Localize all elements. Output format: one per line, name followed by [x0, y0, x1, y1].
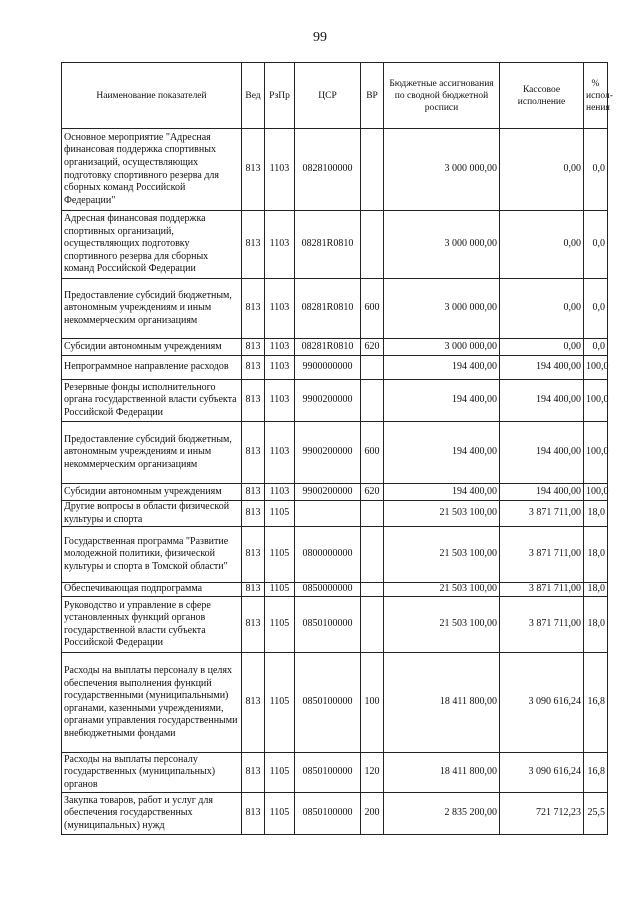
row-vr: 200 — [361, 793, 384, 835]
row-vr — [361, 501, 384, 527]
row-cash: 0,00 — [500, 279, 584, 339]
table-row — [62, 793, 608, 835]
row-vr: 120 — [361, 753, 384, 793]
header-ved: Вед — [242, 63, 265, 129]
table-row — [62, 380, 608, 422]
row-pct: 16,8 — [584, 753, 608, 793]
row-rzpr: 1105 — [265, 583, 295, 597]
row-name: Резервные фонды исполнительного органа государственной власти субъекта Российской Федерации — [62, 380, 242, 422]
row-name: Предоставление субсидий бюджетным, автономным учреждениям и иным некоммерческим организациям — [62, 279, 242, 339]
row-ved: 813 — [242, 422, 265, 484]
header-rzpr: РзПр — [265, 63, 295, 129]
row-csr: 0800000000 — [295, 527, 361, 583]
row-cash: 721 712,23 — [500, 793, 584, 835]
table-row — [62, 484, 608, 501]
row-cash: 3 090 616,24 — [500, 753, 584, 793]
row-ved: 813 — [242, 753, 265, 793]
row-rzpr: 1105 — [265, 793, 295, 835]
row-budget: 194 400,00 — [384, 484, 500, 501]
table-row — [62, 422, 608, 484]
row-vr — [361, 527, 384, 583]
row-cash: 194 400,00 — [500, 356, 584, 380]
budget-report-table — [61, 62, 613, 835]
row-vr: 600 — [361, 279, 384, 339]
row-name: Субсидии автономным учреждениям — [62, 484, 242, 501]
row-vr — [361, 380, 384, 422]
row-vr: 620 — [361, 339, 384, 356]
row-budget: 21 503 100,00 — [384, 583, 500, 597]
row-pct: 0,0 — [584, 211, 608, 279]
row-name: Закупка товаров, работ и услуг для обеспечения государственных (муниципальных) нужд — [62, 793, 242, 835]
row-cash: 0,00 — [500, 211, 584, 279]
table-row — [62, 527, 608, 583]
row-rzpr: 1103 — [265, 211, 295, 279]
row-name: Адресная финансовая поддержка спортивных организаций, осуществляющих подготовку спортивного резерва для сборных команд Российской Федерации — [62, 211, 242, 279]
row-pct: 16,8 — [584, 653, 608, 753]
row-pct: 18,0 — [584, 583, 608, 597]
row-rzpr: 1103 — [265, 279, 295, 339]
row-csr: 9900200000 — [295, 380, 361, 422]
header-name: Наименование показателей — [62, 63, 242, 129]
row-csr: 0850000000 — [295, 583, 361, 597]
table-row — [62, 753, 608, 793]
row-budget: 18 411 800,00 — [384, 753, 500, 793]
table-row — [62, 653, 608, 753]
row-name: Руководство и управление в сфере установленных функций органов государственной власти субъекта Российской Федерации — [62, 597, 242, 653]
row-vr — [361, 583, 384, 597]
row-ved: 813 — [242, 527, 265, 583]
row-vr: 620 — [361, 484, 384, 501]
row-budget: 21 503 100,00 — [384, 501, 500, 527]
row-pct: 18,0 — [584, 501, 608, 527]
row-name: Расходы на выплаты персоналу государственных (муниципальных) органов — [62, 753, 242, 793]
row-vr: 100 — [361, 653, 384, 753]
row-ved: 813 — [242, 583, 265, 597]
row-name: Предоставление субсидий бюджетным, автономным учреждениям и иным некоммерческим организациям — [62, 422, 242, 484]
row-cash: 3 090 616,24 — [500, 653, 584, 753]
header-pct: % испол-нения — [584, 63, 608, 129]
table-row — [62, 339, 608, 356]
row-ved: 813 — [242, 129, 265, 211]
row-csr: 9900000000 — [295, 356, 361, 380]
row-budget: 21 503 100,00 — [384, 527, 500, 583]
table-header-row — [62, 63, 608, 129]
row-csr: 9900200000 — [295, 422, 361, 484]
row-vr: 600 — [361, 422, 384, 484]
row-budget: 194 400,00 — [384, 422, 500, 484]
row-pct: 0,0 — [584, 129, 608, 211]
row-pct: 0,0 — [584, 279, 608, 339]
row-rzpr: 1103 — [265, 380, 295, 422]
row-csr: 08281R0810 — [295, 339, 361, 356]
row-vr — [361, 211, 384, 279]
row-pct: 100,0 — [584, 380, 608, 422]
row-pct: 25,5 — [584, 793, 608, 835]
table-row — [62, 129, 608, 211]
row-budget: 3 000 000,00 — [384, 211, 500, 279]
table-row — [62, 501, 608, 527]
row-csr: 9900200000 — [295, 484, 361, 501]
row-ved: 813 — [242, 653, 265, 753]
header-budget: Бюджетные ассигнования по сводной бюджетной росписи — [384, 63, 500, 129]
row-name: Государственная программа "Развитие молодежной политики, физической культуры и спорта в Томской области" — [62, 527, 242, 583]
row-budget: 194 400,00 — [384, 356, 500, 380]
row-cash: 0,00 — [500, 129, 584, 211]
row-ved: 813 — [242, 597, 265, 653]
row-csr: 0850100000 — [295, 753, 361, 793]
row-vr — [361, 129, 384, 211]
table-body — [62, 129, 608, 835]
table-row — [62, 597, 608, 653]
row-rzpr: 1103 — [265, 422, 295, 484]
row-pct: 100,0 — [584, 422, 608, 484]
row-cash: 194 400,00 — [500, 380, 584, 422]
row-ved: 813 — [242, 793, 265, 835]
table-row — [62, 583, 608, 597]
table-row — [62, 211, 608, 279]
row-budget: 3 000 000,00 — [384, 129, 500, 211]
row-name: Субсидии автономным учреждениям — [62, 339, 242, 356]
table-row — [62, 356, 608, 380]
row-vr — [361, 356, 384, 380]
row-vr — [361, 597, 384, 653]
row-ved: 813 — [242, 380, 265, 422]
row-cash: 194 400,00 — [500, 484, 584, 501]
table-row — [62, 279, 608, 339]
row-cash: 194 400,00 — [500, 422, 584, 484]
row-pct: 100,0 — [584, 356, 608, 380]
row-ved: 813 — [242, 339, 265, 356]
row-rzpr: 1103 — [265, 129, 295, 211]
row-ved: 813 — [242, 279, 265, 339]
row-rzpr: 1103 — [265, 484, 295, 501]
row-pct: 100,0 — [584, 484, 608, 501]
row-rzpr: 1103 — [265, 356, 295, 380]
row-name: Основное мероприятие "Адресная финансовая поддержка спортивных организаций, осуществляющих подготовку спортивного резерва для сборных команд Российской Федерации" — [62, 129, 242, 211]
row-pct: 18,0 — [584, 527, 608, 583]
row-csr: 0850100000 — [295, 653, 361, 753]
row-csr: 0828100000 — [295, 129, 361, 211]
row-csr: 08281R0810 — [295, 211, 361, 279]
row-csr: 0850100000 — [295, 597, 361, 653]
header-csr: ЦСР — [295, 63, 361, 129]
row-rzpr: 1105 — [265, 753, 295, 793]
row-pct: 18,0 — [584, 597, 608, 653]
row-budget: 2 835 200,00 — [384, 793, 500, 835]
row-budget: 21 503 100,00 — [384, 597, 500, 653]
row-cash: 0,00 — [500, 339, 584, 356]
row-cash: 3 871 711,00 — [500, 527, 584, 583]
row-name: Непрограммное направление расходов — [62, 356, 242, 380]
row-rzpr: 1105 — [265, 501, 295, 527]
row-budget: 3 000 000,00 — [384, 279, 500, 339]
page-number: 99 — [313, 30, 327, 45]
row-ved: 813 — [242, 501, 265, 527]
row-ved: 813 — [242, 356, 265, 380]
row-budget: 3 000 000,00 — [384, 339, 500, 356]
row-ved: 813 — [242, 211, 265, 279]
row-csr — [295, 501, 361, 527]
header-cash: Кассовое исполнение — [500, 63, 584, 129]
row-cash: 3 871 711,00 — [500, 501, 584, 527]
row-ved: 813 — [242, 484, 265, 501]
row-rzpr: 1105 — [265, 597, 295, 653]
row-csr: 08281R0810 — [295, 279, 361, 339]
row-budget: 194 400,00 — [384, 380, 500, 422]
row-rzpr: 1105 — [265, 527, 295, 583]
row-cash: 3 871 711,00 — [500, 583, 584, 597]
row-cash: 3 871 711,00 — [500, 597, 584, 653]
row-rzpr: 1103 — [265, 339, 295, 356]
row-name: Расходы на выплаты персоналу в целях обеспечения выполнения функций государственными (муниципальными) органами, казенными учреждениями, органами управления государственными внебюджетными фондами — [62, 653, 242, 753]
row-name: Другие вопросы в области физической культуры и спорта — [62, 501, 242, 527]
row-budget: 18 411 800,00 — [384, 653, 500, 753]
header-vr: ВР — [361, 63, 384, 129]
row-name: Обеспечивающая подпрограмма — [62, 583, 242, 597]
row-rzpr: 1105 — [265, 653, 295, 753]
row-pct: 0,0 — [584, 339, 608, 356]
row-csr: 0850100000 — [295, 793, 361, 835]
